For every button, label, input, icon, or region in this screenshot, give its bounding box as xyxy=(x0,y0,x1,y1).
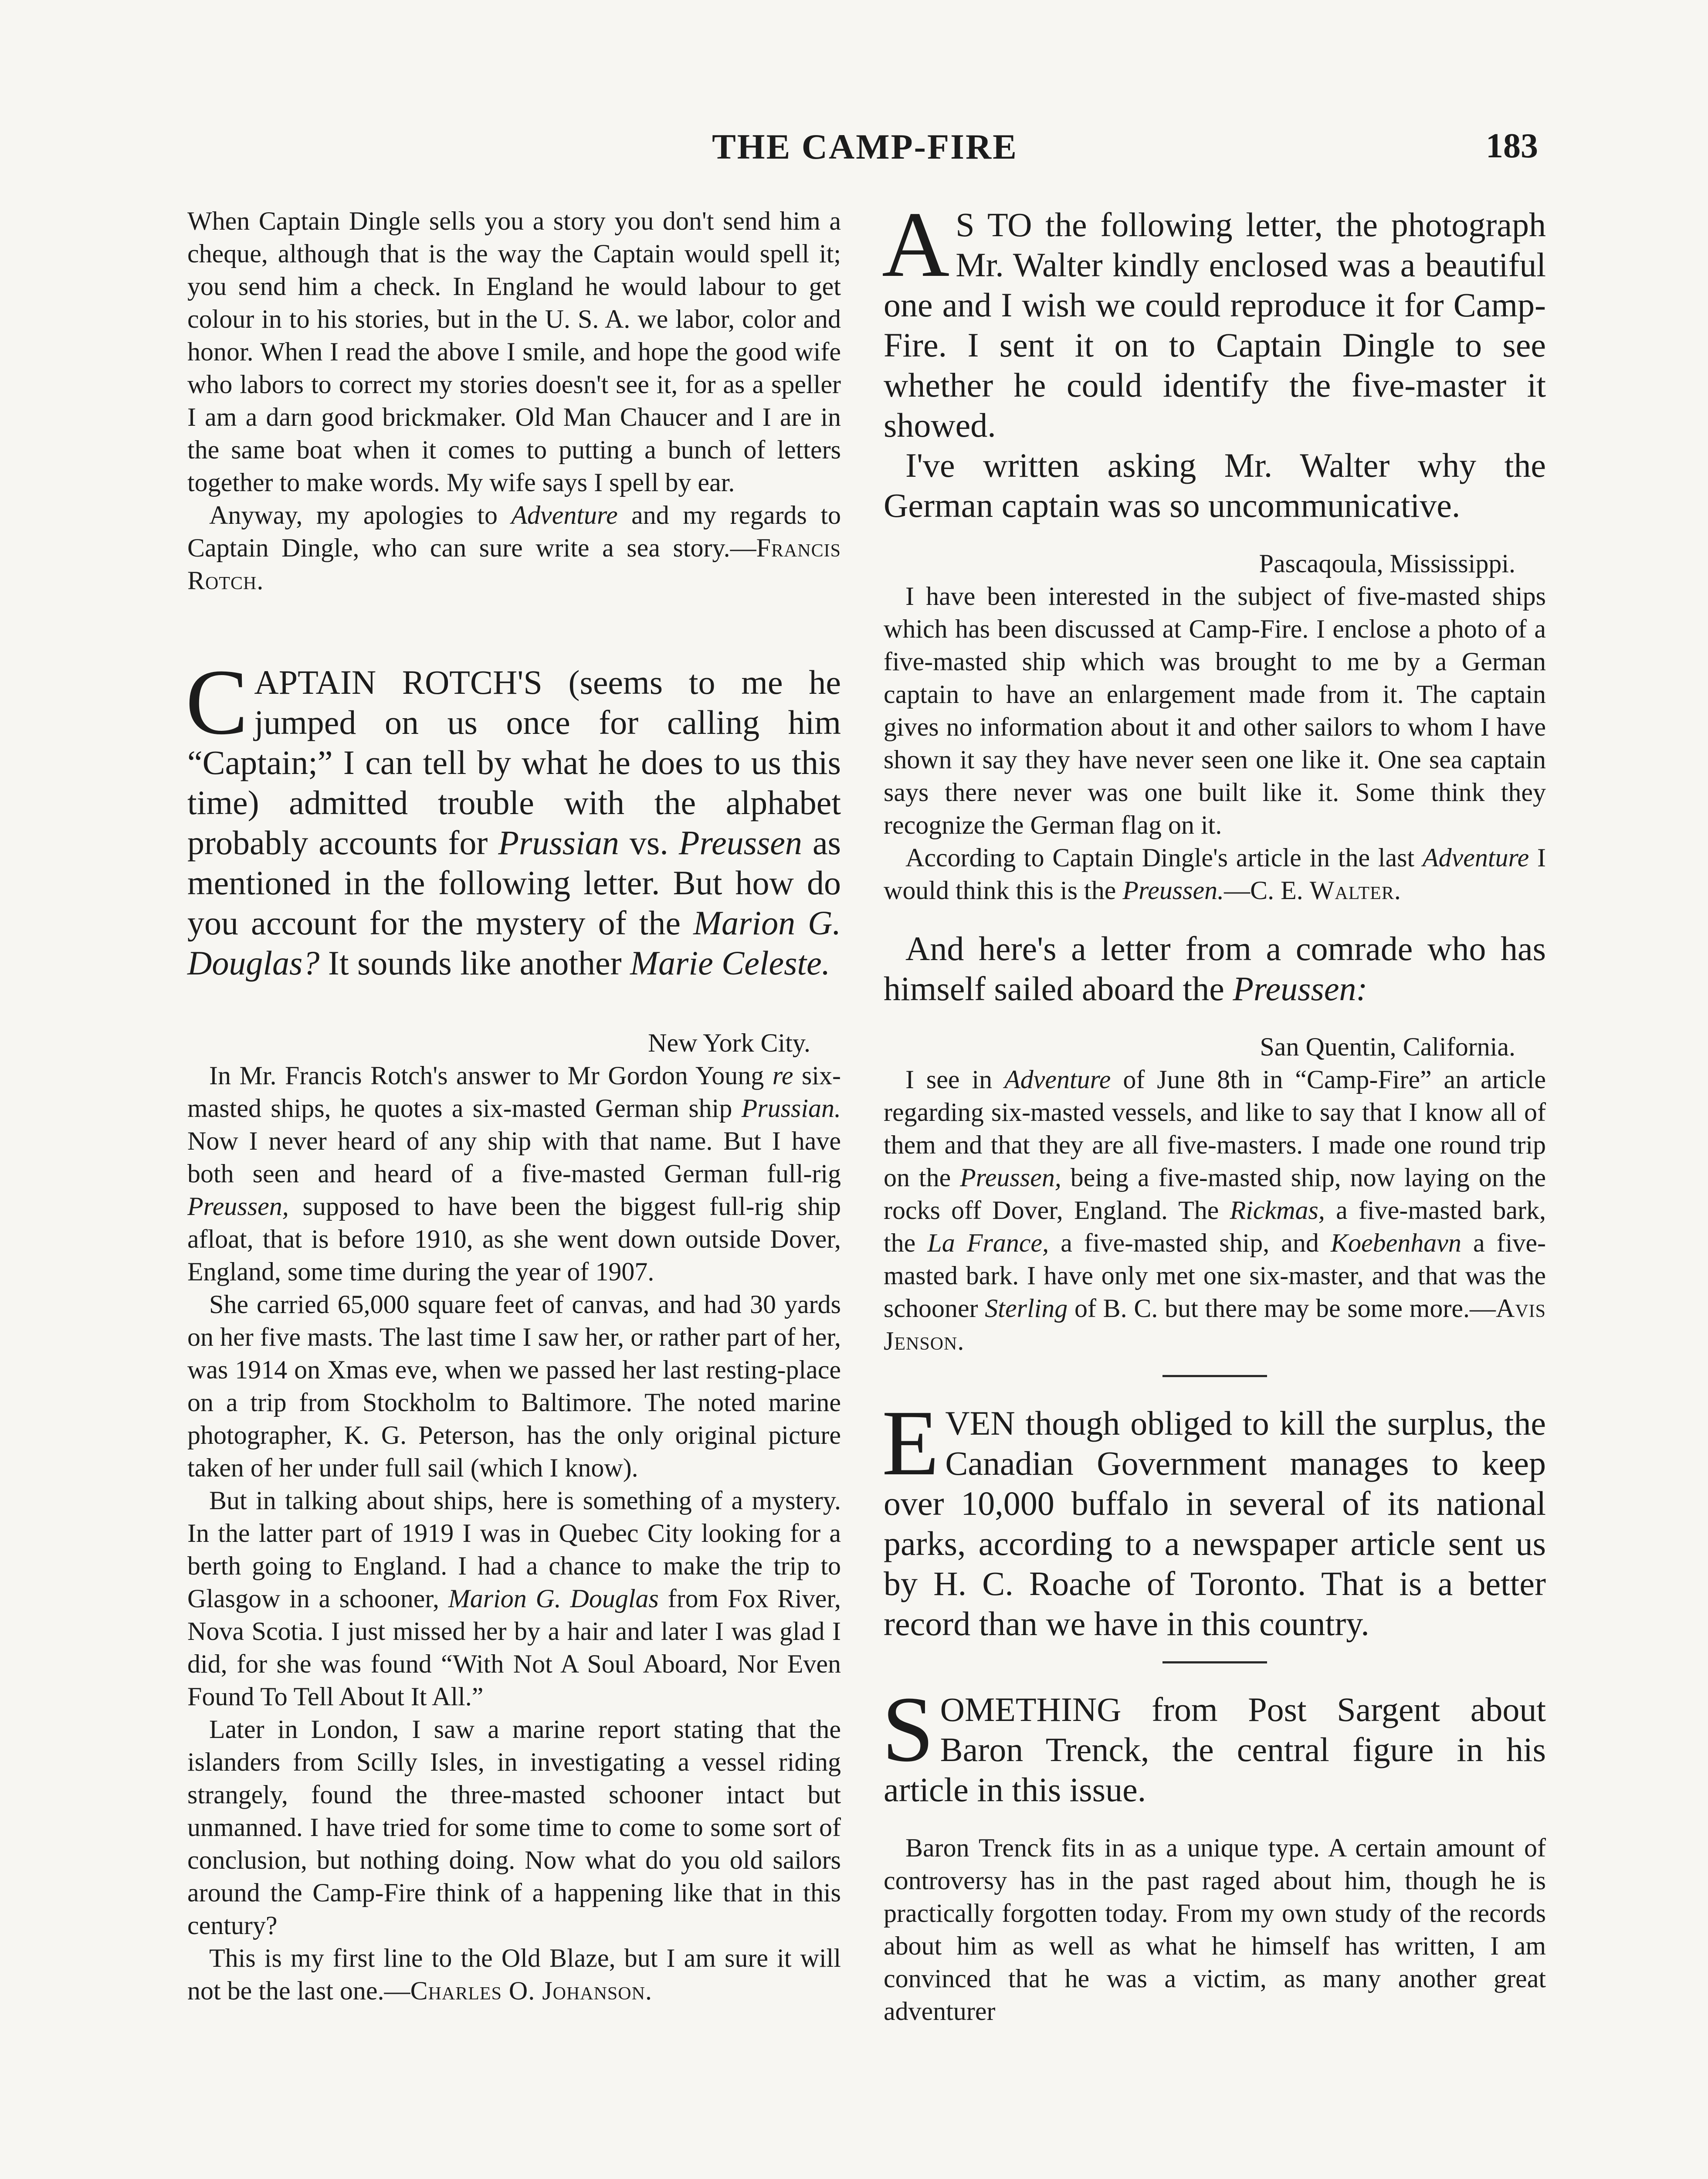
editorial-intro-walter-2: I've written asking Mr. Walter why the German captain was so uncommunicative. xyxy=(884,446,1546,524)
editorial-intro-rotch: CAPTAIN ROTCH'S (seems to me he jumped on us once for calling him “Captain;” I can tell by what he does to us this time) admitted trouble with the alphabet probably accounts for Prussian vs. Preussen as mentioned in the following letter. But how do you account for the mystery of the Marion G. Douglas? It sounds like another Marie Celeste. xyxy=(186,650,841,982)
letter-rotch-paragraph-2: Anyway, my apologies to Adventure and my regards to Captain Dingle, who can sure write a sea story.—Francis Rotch. xyxy=(187,501,841,595)
letter-johanson-paragraph-2: She carried 65,000 square feet of canvas, and had 30 yards on her five masts. The last time I saw her, or rather part of her, was 1914 on Xmas eve, when we passed her last resting-place on a trip from Stockholm to Baltimore. The noted marine photographer, K. G. Peterson, has the only original picture taken of her under full sail (which I know). xyxy=(187,1290,841,1482)
section-divider xyxy=(1162,1375,1267,1377)
letter-place: Pascaqoula, Mississippi. xyxy=(1259,549,1515,578)
drop-cap: E xyxy=(882,1391,939,1495)
signature: Walter. xyxy=(1309,876,1401,905)
page-number: 183 xyxy=(1486,127,1538,165)
page-header xyxy=(192,126,1538,174)
signature: Charles O. Johanson. xyxy=(410,1976,652,2005)
letter-johanson-paragraph-3: But in talking about ships, here is something of a mystery. In the latter part of 1919 I was in Quebec City looking for a berth going to England. I had a chance to make the trip to Glasgow in a schooner, Marion G. Douglas from Fox River, Nova Scotia. I just missed her by a hair and later I was glad I did, for she was found “With Not A Soul Aboard, Nor Even Found To Tell About It All.” xyxy=(187,1486,841,1711)
editorial-buffalo: EVEN though obliged to kill the surplus, the Canadian Government manages to keep over 10,000 buffalo in several of its national parks, according to a newspaper article sent us by H. C. Roache of Toronto. That is a better record than we have in this country. xyxy=(882,1391,1546,1643)
drop-cap: S xyxy=(882,1677,934,1781)
editorial-trenck: SOMETHING from Post Sargent about Baron Trenck, the central figure in his article in this issue. xyxy=(882,1677,1546,1809)
left-column xyxy=(187,205,841,2007)
running-head: THE CAMP-FIRE xyxy=(712,127,1018,166)
editorial-intro-walter: A S TO the following letter, the photograph Mr. Walter kindly enclosed was a beautiful one and I wish we could reproduce it for Camp-Fire. I sent it on to Captain Dingle to see whether he could identify the five-master it showed. xyxy=(882,192,1546,444)
letter-johanson-paragraph-5: This is my first line to the Old Blaze, but I am sure it will not be the last one.—Charles O. Johanson. xyxy=(187,1944,841,2005)
letter-sargent-paragraph: Baron Trenck fits in as a unique type. A certain amount of controversy has in the past raged about him, though he is practically forgotten today. From my own study of the records about him as well as what he himself has written, I am convinced that he was a victim, as many another great adventurer xyxy=(884,1833,1546,2026)
signature: Avis Jenson. xyxy=(884,1294,1546,1355)
letter-walter-paragraph-2: According to Captain Dingle's article in the last Adventure I would think this is the Preussen.—C. E. Walter. xyxy=(884,843,1546,905)
section-divider xyxy=(1162,1661,1267,1663)
letter-walter-paragraph-1: I have been interested in the subject of five-masted ships which has been discussed at Camp-Fire. I enclose a photo of a five-masted ship which was brought to me by a German captain to have an enlargement made from it. The captain gives no information about it and other sailors to whom I have shown it say they have never seen one like it. One sea captain says there never was one built like it. Some think they recognize the German flag on it. xyxy=(884,582,1546,839)
right-column xyxy=(882,192,1546,2028)
letter-johanson-paragraph-1: In Mr. Francis Rotch's answer to Mr Gordon Young re six-masted ships, he quotes a six-masted German ship Prussian. Now I never heard of any ship with that name. But I have both seen and heard of a five-masted German full-rig Preussen, supposed to have been the biggest full-rig ship afloat, that is before 1910, as she went down outside Dover, England, some time during the year of 1907. xyxy=(187,1061,841,1286)
signature: Francis Rotch. xyxy=(187,533,841,595)
letter-johanson-paragraph-4: Later in London, I saw a marine report stating that the islanders from Scilly Isles, in investigating a vessel riding strangely, found the three-masted schooner intact but unmanned. I have tried for some time to come to some sort of conclusion, but nothing doing. Now what do you old sailors around the Camp-Fire think of a happening like that in this century? xyxy=(187,1715,841,1940)
drop-cap: C xyxy=(186,650,248,754)
letter-rotch-paragraph-1: When Captain Dingle sells you a story you don't send him a cheque, although that is the way the Captain would spell it; you send him a check. In England he would labour to get colour in to his stories, but in the U. S. A. we labor, color and honor. When I read the above I smile, and hope the good wife who labors to correct my stories doesn't see it, for as a speller I am a darn good brickmaker. Old Man Chaucer and I are in the same boat when it comes to putting a bunch of letters together to make words. My wife says I spell by ear. xyxy=(187,207,841,497)
drop-cap: A xyxy=(882,192,950,296)
letter-place: San Quentin, California. xyxy=(1260,1032,1515,1061)
editorial-intro-jenson: And here's a letter from a comrade who has himself sailed aboard the Preussen: xyxy=(884,930,1546,1008)
letter-jenson-paragraph: I see in Adventure of June 8th in “Camp-Fire” an article regarding six-masted vessels, and like to say that I know all of them and that they are all five-masters. I made one round trip on the Preussen, being a five-masted ship, now laying on the rocks off Dover, England. The Rickmas, a five-masted bark, the La France, a five-masted ship, and Koebenhavn a five-masted bark. I have only met one six-master, and that was the schooner Sterling of B. C. but there may be some more.—Avis Jenson. xyxy=(884,1065,1546,1355)
letter-place: New York City. xyxy=(648,1028,810,1057)
